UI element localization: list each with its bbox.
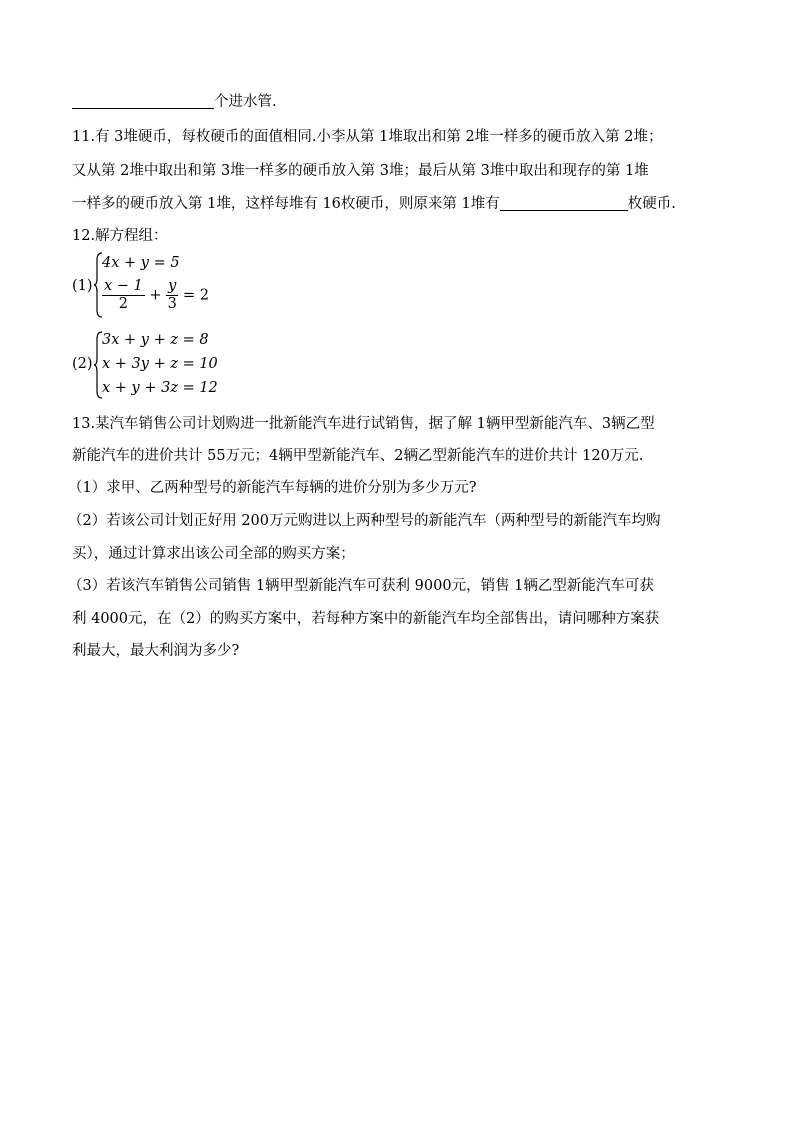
q13-line-1: 13.某汽车销售公司计划购进一批新能汽车进行试销售，据了解 1辆甲型新能汽车、3辆乙型 [72, 416, 655, 432]
q10-answer-line [72, 92, 277, 112]
system-2-label: (2) [72, 356, 93, 372]
system-2-equation-2: x + 3y + z = 10 [102, 356, 218, 372]
q10-answer-blank[interactable] [72, 92, 214, 109]
system-1-label: (1) [72, 278, 93, 294]
q13-part-2-line-2: 买），通过计算求出该公司全部的购买方案； [72, 546, 355, 562]
q13-part-3-line-1: （3）若该汽车销售公司销售 1辆甲型新能汽车可获利 9000元，销售 1辆乙型新能汽车可获 [68, 578, 654, 594]
q11-line-1: 11.有 3堆硬币，每枚硬币的面值相同.小李从第 1堆取出和第 2堆一样多的硬币放入第 2堆； [72, 129, 663, 145]
q13-part-1: （1）求甲、乙两种型号的新能汽车每辆的进价分别为多少万元? [68, 480, 477, 496]
q11-line-2: 又从第 2堆中取出和第 3堆一样多的硬币放入第 3堆；最后从第 3堆中取出和现存的第 1堆 [72, 163, 649, 179]
q13-line-2: 新能汽车的进价共计 55万元；4辆甲型新能汽车、2辆乙型新能汽车的进价共计 120万元. [72, 448, 644, 464]
q12-system-1 [72, 252, 272, 320]
q13-part-3-line-3: 利最大，最大利润为多少? [72, 643, 240, 659]
fraction-x-minus-1-over-2: $\frac{x - 1}{2}$ [104, 278, 143, 312]
system-2-equation-3: x + y + 3z = 12 [102, 380, 218, 396]
q12-system-2 [72, 330, 292, 400]
system-2-equation-1: 3x + y + z = 8 [102, 332, 209, 348]
q11-line-3-tail: 枚硬币. [627, 196, 676, 212]
system-1-equation-1: 4x + y = 5 [102, 255, 180, 271]
system-1-equation-2: $\frac{x - 1}{2}$ + $\frac{y}{3}$ = 2 [104, 278, 209, 312]
q11-answer-blank[interactable] [500, 194, 628, 211]
q11-line-3 [72, 194, 676, 214]
q13-part-3-line-2: 利 4000元，在（2）的购买方案中，若每种方案中的新能汽车均全部售出，请问哪种方案获 [72, 611, 660, 627]
q13-part-2-line-1: （2）若该公司计划正好用 200万元购进以上两种型号的新能汽车（两种型号的新能汽车均购 [68, 513, 661, 529]
q10-tail-text: 个进水管. [214, 94, 277, 110]
fraction-y-over-3: $\frac{y}{3}$ [167, 278, 177, 312]
q11-line-3-text: 一样多的硬币放入第 1堆，这样每堆有 16枚硬币，则原来第 1堆有 [72, 196, 500, 212]
q12-title: 12.解方程组： [72, 228, 168, 244]
